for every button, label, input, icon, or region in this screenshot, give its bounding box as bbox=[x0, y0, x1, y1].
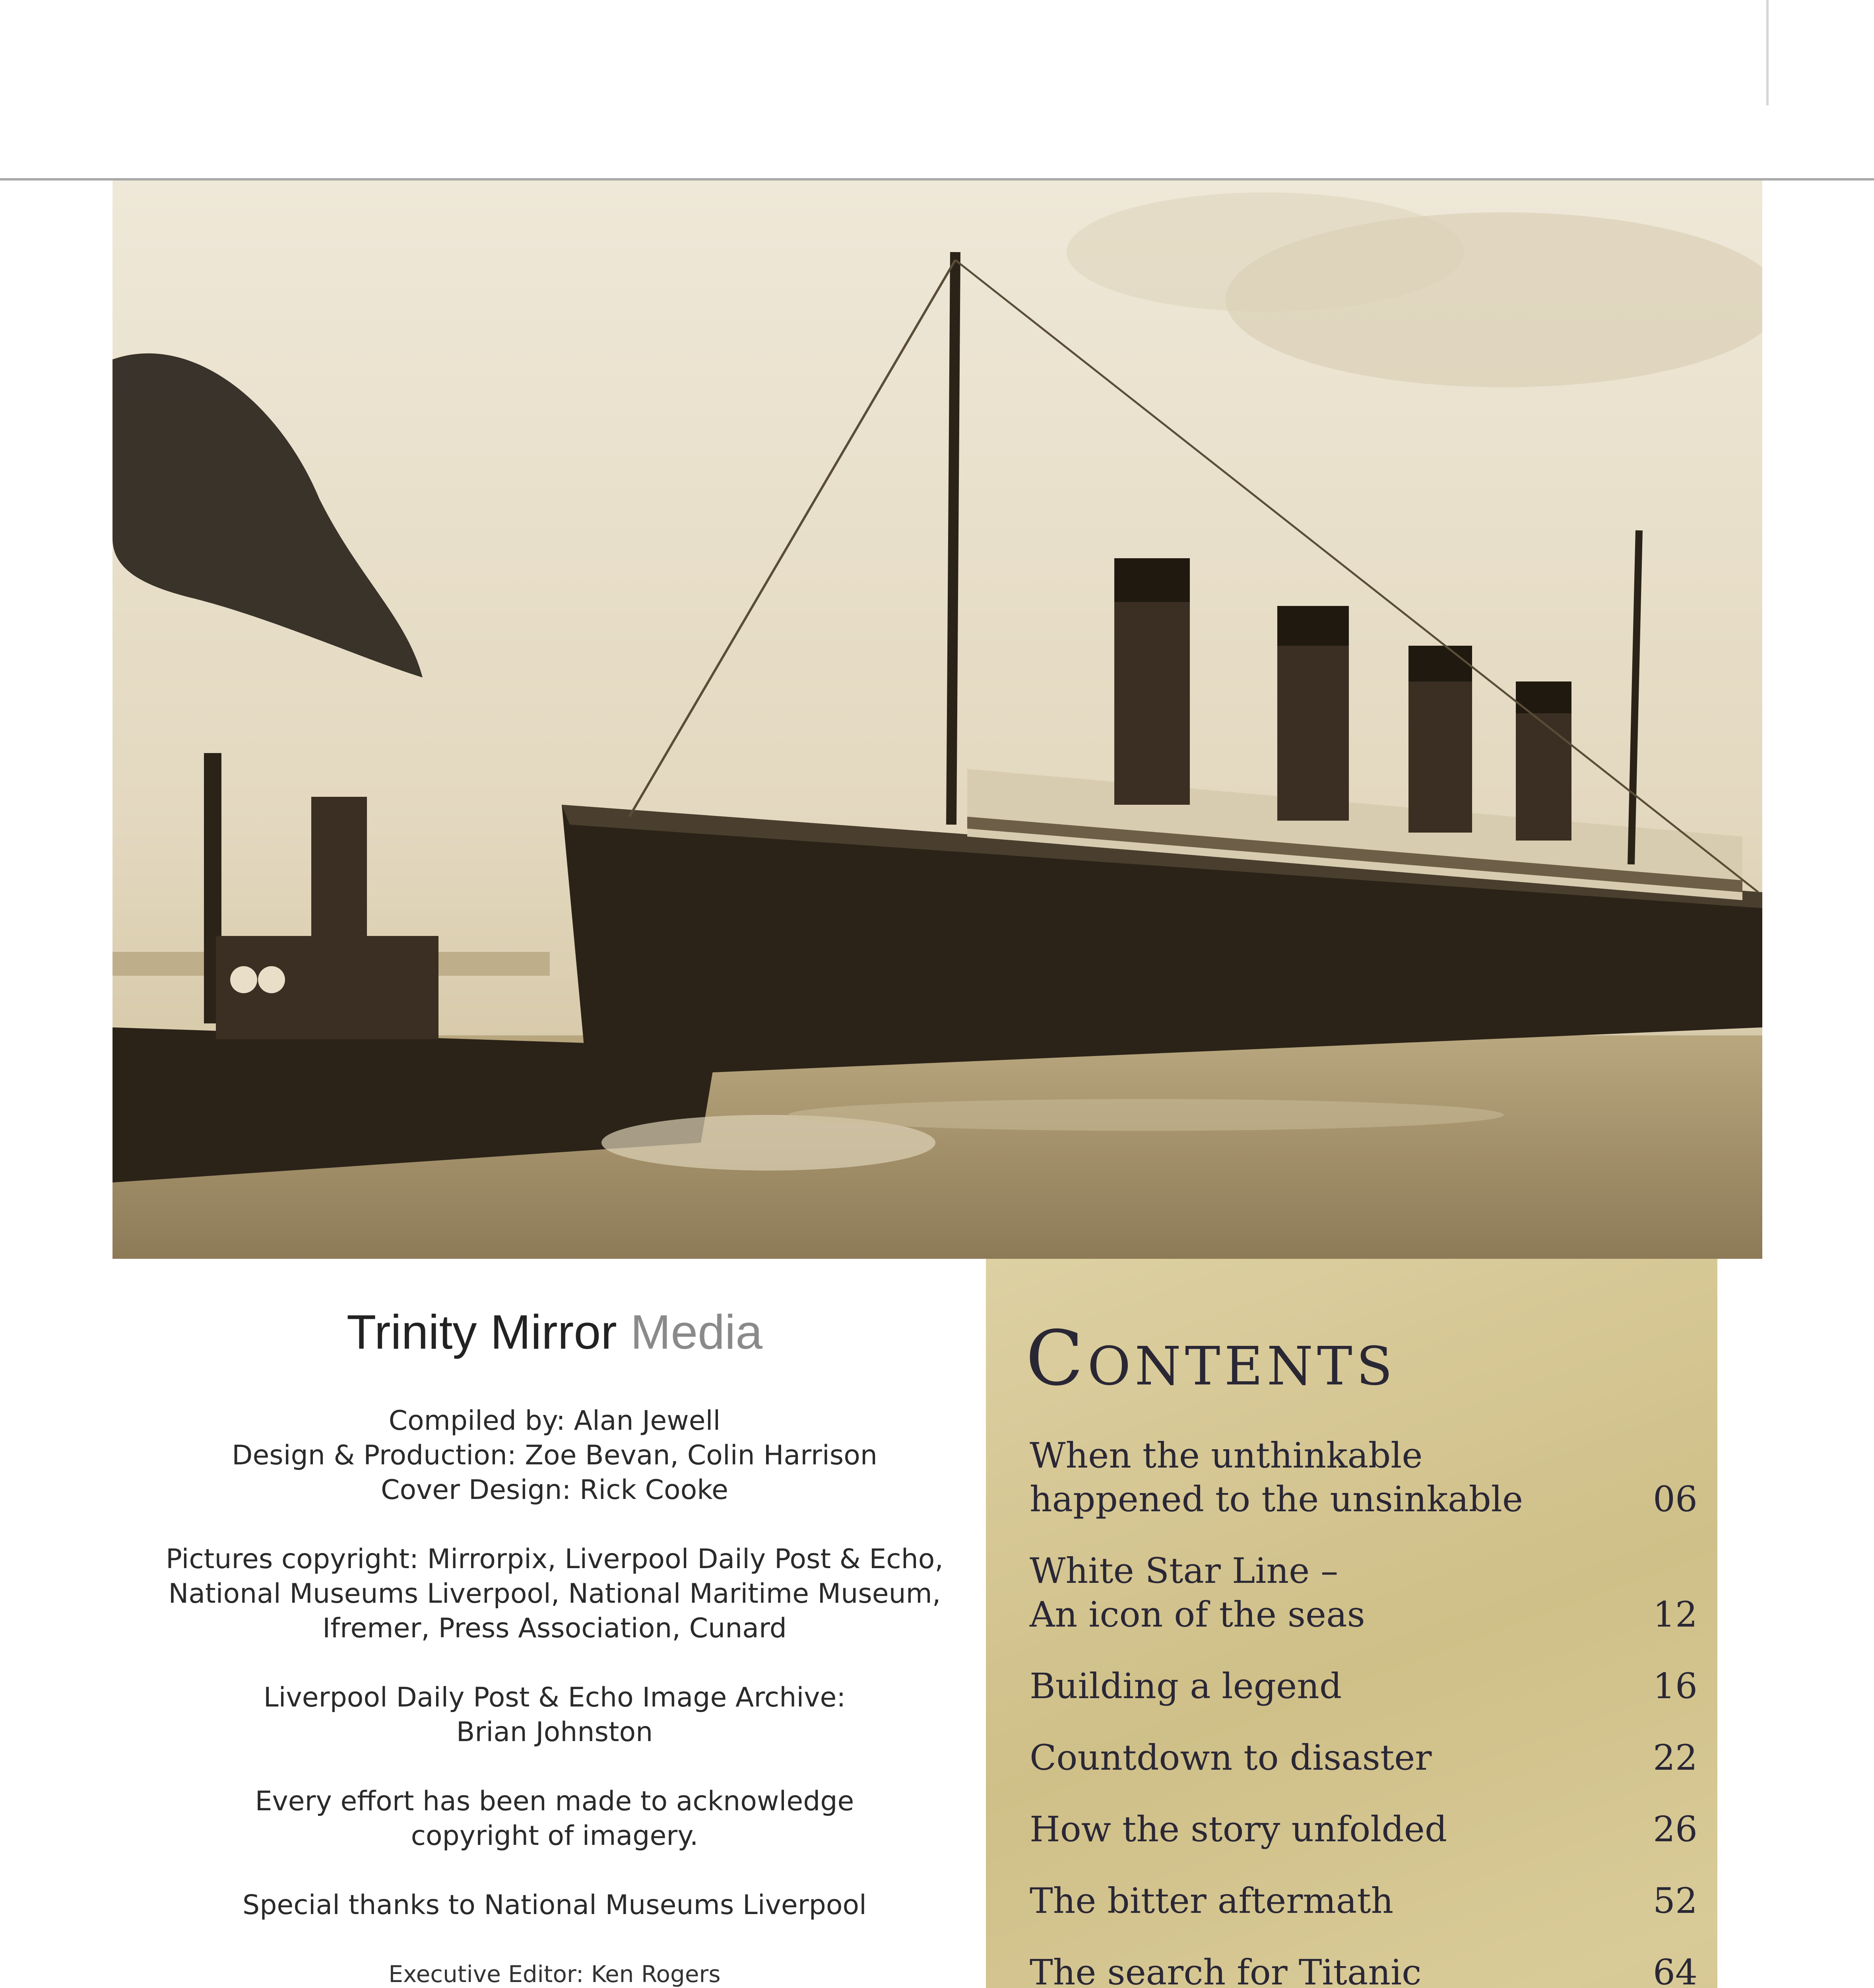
toc-item-line: An icon of the seas bbox=[1030, 1594, 1365, 1635]
toc-item-line: White Star Line – bbox=[1030, 1550, 1339, 1591]
toc-item[interactable] bbox=[1030, 1951, 1697, 1988]
toc-item[interactable] bbox=[1030, 1736, 1697, 1780]
toc-item-title bbox=[1030, 1951, 1697, 1988]
toc-item[interactable] bbox=[1030, 1549, 1697, 1637]
credit-line: Every effort has been made to acknowledge bbox=[255, 1786, 854, 1817]
credit-line: National Museums Liverpool, National Maritime Museum, bbox=[168, 1578, 941, 1609]
credit-line: Brian Johnston bbox=[456, 1716, 653, 1748]
toc-item-page: 16 bbox=[1653, 1666, 1697, 1706]
credit-line: Ifremer, Press Association, Cunard bbox=[322, 1613, 787, 1644]
contents-title: Contents bbox=[1026, 1314, 1397, 1402]
brand-name: Trinity Mirror bbox=[346, 1305, 617, 1359]
toc-item-title bbox=[1030, 1807, 1697, 1851]
toc-item-line: How the story unfolded bbox=[1030, 1809, 1447, 1850]
credit-line: copyright of imagery. bbox=[411, 1820, 698, 1852]
titanic-photo bbox=[113, 181, 1762, 1259]
toc-item-page: 64 bbox=[1653, 1952, 1697, 1988]
toc-item-line: The bitter aftermath bbox=[1030, 1880, 1394, 1921]
compiled-block bbox=[103, 1404, 1006, 1507]
toc-item-page: 06 bbox=[1653, 1479, 1697, 1520]
contents-panel bbox=[986, 1259, 1717, 1988]
toc-item-title bbox=[1030, 1664, 1697, 1708]
credit-line: Compiled by: Alan Jewell bbox=[388, 1405, 721, 1437]
staff-block bbox=[103, 1957, 1006, 1988]
ship-illustration bbox=[113, 181, 1762, 1259]
pictures-block bbox=[103, 1542, 1006, 1646]
staff-line: Executive Editor: Ken Rogers bbox=[388, 1961, 721, 1988]
toc-item-title bbox=[1030, 1736, 1697, 1780]
toc-item-page: 12 bbox=[1653, 1594, 1697, 1635]
toc-item-page: 52 bbox=[1653, 1880, 1697, 1921]
toc-item-line: happened to the unsinkable bbox=[1030, 1479, 1523, 1520]
credit-line: Pictures copyright: Mirrorpix, Liverpool Daily Post & Echo, bbox=[165, 1543, 944, 1575]
thanks-line: Special thanks to National Museums Liverpool bbox=[242, 1889, 867, 1921]
toc-item-line: The search for Titanic bbox=[1030, 1952, 1422, 1988]
toc-item-line: When the unthinkable bbox=[1030, 1435, 1423, 1476]
toc-item-page: 22 bbox=[1653, 1737, 1697, 1778]
publisher-brand bbox=[103, 1304, 1006, 1360]
toc-item-title bbox=[1030, 1434, 1697, 1521]
toc-item[interactable] bbox=[1030, 1807, 1697, 1851]
credits-column bbox=[103, 1304, 1006, 1988]
toc-item[interactable] bbox=[1030, 1434, 1697, 1521]
credit-line: Design & Production: Zoe Bevan, Colin Harrison bbox=[232, 1440, 877, 1471]
table-of-contents bbox=[1030, 1434, 1697, 1988]
brand-suffix: Media bbox=[630, 1305, 763, 1359]
toc-item-line: Countdown to disaster bbox=[1030, 1737, 1432, 1778]
toc-item-title bbox=[1030, 1879, 1697, 1923]
toc-item[interactable] bbox=[1030, 1664, 1697, 1708]
corner-tick bbox=[1766, 0, 1769, 105]
credit-line: Liverpool Daily Post & Echo Image Archive: bbox=[263, 1682, 846, 1713]
effort-block bbox=[103, 1784, 1006, 1853]
archive-block bbox=[103, 1680, 1006, 1749]
toc-item-title bbox=[1030, 1549, 1697, 1637]
toc-item-line: Building a legend bbox=[1030, 1666, 1342, 1706]
credit-line: Cover Design: Rick Cooke bbox=[380, 1474, 729, 1506]
toc-item-page: 26 bbox=[1653, 1809, 1697, 1850]
toc-item[interactable] bbox=[1030, 1879, 1697, 1923]
